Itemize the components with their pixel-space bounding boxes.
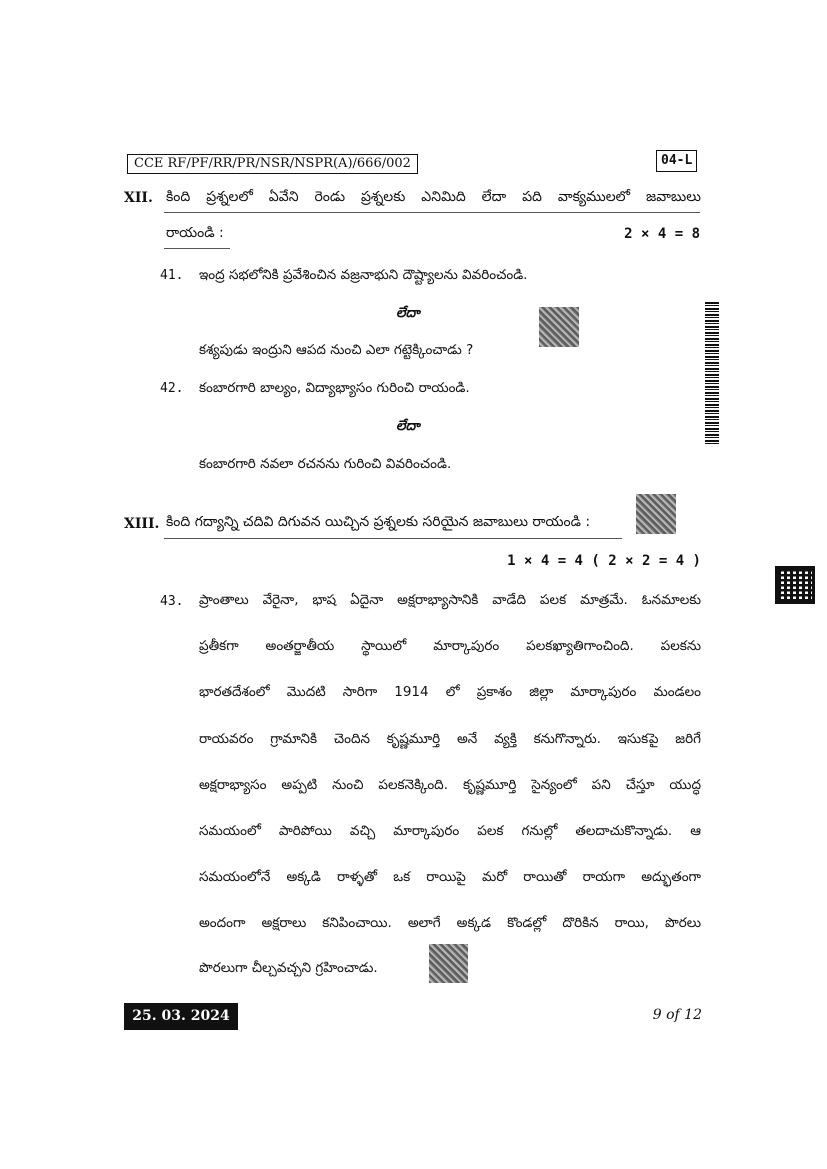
passage-line: అక్షరాభ్యాసం అప్పటి నుంచి పలకనెక్కింది. కృష్ణమూర్తి సైన్యంలో పని చేస్తూ యుద్ధ xyxy=(199,777,701,793)
question-41-or: లేదా xyxy=(396,305,420,321)
page-number: 9 of 12 xyxy=(652,1007,702,1023)
security-pattern-image xyxy=(636,494,676,534)
section-xii-instruction-line2: రాయండి : xyxy=(166,225,224,241)
passage-line: భారతదేశంలో మొదటి సారిగా 1914 లో ప్రకాశం జిల్లా మార్కాపురం మండలం xyxy=(199,684,701,700)
question-41-text: ఇంద్ర సభలోనికి ప్రవేశించిన వజ్రనాభుని దౌష్ట్యాలను వివరించండి. xyxy=(199,267,528,283)
version-badge: 04-L xyxy=(656,150,697,172)
section-xii-number: XII. xyxy=(124,190,153,206)
section-xiii-marks: 1 × 4 = 4 ( 2 × 2 = 4 ) xyxy=(507,553,701,569)
question-42-or: లేదా xyxy=(396,418,420,434)
barcode-image xyxy=(705,302,719,446)
passage-line: సమయంలోనే అక్కడి రాళ్ళతో ఒక రాయిపై మరో రాయితో రాయగా అద్భుతంగా xyxy=(199,869,701,885)
section-xiii-number: XIII. xyxy=(124,516,160,532)
section-xiii-instruction: కింది గద్యాన్ని చదివి దిగువన యిచ్చిన ప్రశ్నలకు సరియైన జవాబులు రాయండి : xyxy=(166,514,591,530)
security-pattern-image xyxy=(539,307,579,347)
section-xiii-underline xyxy=(164,538,622,539)
question-42-text: కంబారగారి బాల్యం, విద్యాభ్యాసం గురించి రాయండి. xyxy=(199,380,470,396)
qr-code-image xyxy=(775,566,815,604)
question-42-alternative: కంబారగారి నవలా రచనను గురించి వివరించండి. xyxy=(199,456,452,472)
question-number-43: 43. xyxy=(160,594,184,609)
section-xii-marks: 2 × 4 = 8 xyxy=(624,226,700,242)
question-number-41: 41. xyxy=(160,268,184,283)
section-xii-underline-2 xyxy=(164,248,230,249)
passage-line-last: పొరలుగా చీల్చవచ్చని గ్రహించాడు. xyxy=(199,960,378,976)
section-xii-underline xyxy=(164,212,700,213)
question-number-42: 42. xyxy=(160,381,184,396)
paper-code: CCE RF/PF/RR/PR/NSR/NSPR(A)/666/002 xyxy=(127,154,418,174)
passage-line: రాయవరం గ్రామానికి చెందిన కృష్ణమూర్తి అనే వ్యక్తి కనుగొన్నారు. ఇసుకపై జరిగే xyxy=(199,731,701,747)
passage-line: ప్రతీకగా అంతర్జాతీయ స్థాయిలో మార్కాపురం పలకఖ్యాతిగాంచింది. పలకను xyxy=(199,638,701,654)
security-pattern-image xyxy=(429,944,468,983)
question-41-alternative: కశ్యపుడు ఇంద్రుని ఆపద నుంచి ఎలా గట్టెక్కించాడు ? xyxy=(199,342,474,358)
passage-line: సమయంలో పారిపోయి వచ్చి మార్కాపురం పలక గనుల్లో తలదాచుకొన్నాడు. ఆ xyxy=(199,823,701,839)
exam-date-badge: 25. 03. 2024 xyxy=(124,1003,238,1030)
section-xii-instruction-line1: కింది ప్రశ్నలలో ఏవేని రెండు ప్రశ్నలకు ఎనిమిది లేదా పది వాక్యములలో జవాబులు xyxy=(166,189,701,205)
passage-line: ప్రాంతాలు వేరైనా, భాష ఏదైనా అక్షరాభ్యాసానికి వాడేది పలక మాత్రమే. ఓనమాలకు xyxy=(199,592,701,608)
passage-line: అందంగా అక్షరాలు కనిపించాయి. అలాగే అక్కడ కొండల్లో దొరికిన రాయి, పొరలు xyxy=(199,915,701,931)
